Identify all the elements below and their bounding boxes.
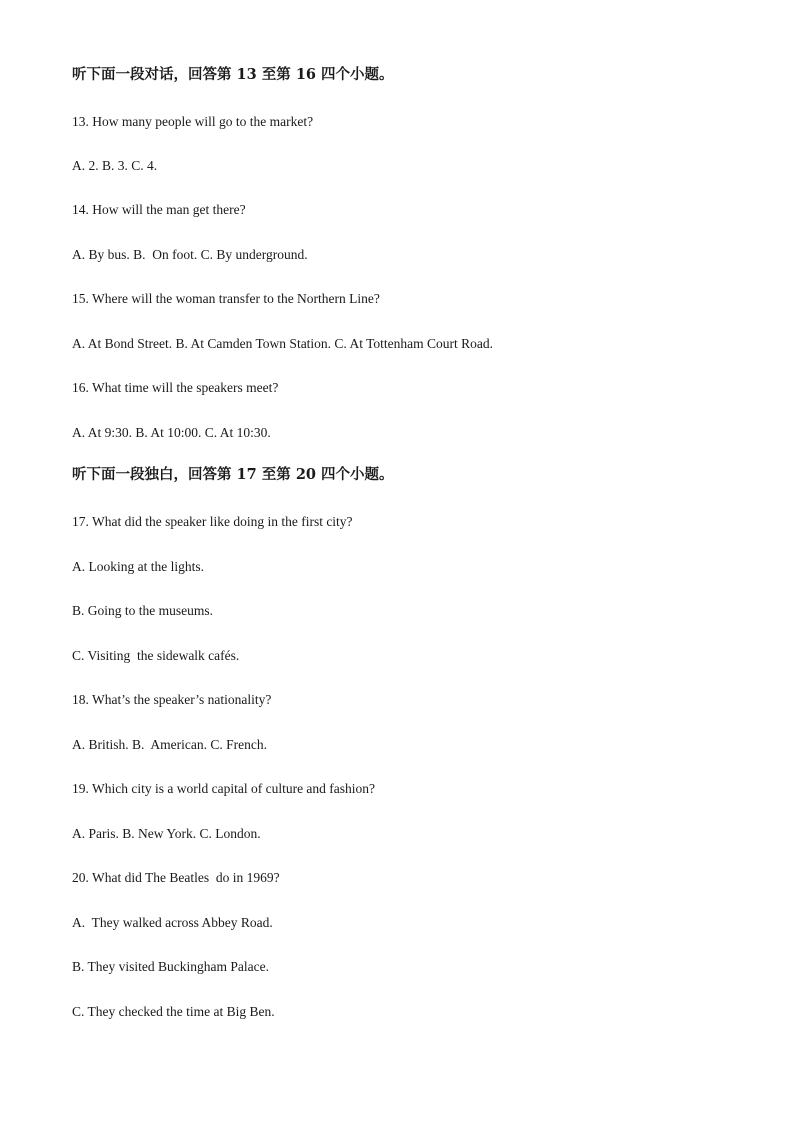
question-18: 18. What’s the speaker’s nationality? (72, 692, 272, 707)
option-17-b: B. Going to the museums. (72, 603, 213, 618)
question-15: 15. Where will the woman transfer to the Northern Line? (72, 291, 380, 306)
question-16: 16. What time will the speakers meet? (72, 380, 279, 395)
options-18: A. British. B. American. C. French. (72, 737, 267, 752)
option-20-a: A. They walked across Abbey Road. (72, 915, 273, 930)
question-14: 14. How will the man get there? (72, 202, 246, 217)
options-14: A. By bus. B. On foot. C. By underground. (72, 247, 308, 262)
question-17: 17. What did the speaker like doing in the first city? (72, 514, 353, 529)
options-13: A. 2. B. 3. C. 4. (72, 158, 158, 173)
option-20-b: B. They visited Buckingham Palace. (72, 959, 269, 974)
option-20-c: C. They checked the time at Big Ben. (72, 1004, 275, 1019)
section-heading-13-16: 听下面一段对话，回答第 13 至第 16 四个小题。 (72, 66, 394, 83)
question-19: 19. Which city is a world capital of culture and fashion? (72, 781, 376, 796)
option-17-a: A. Looking at the lights. (72, 559, 204, 574)
question-13: 13. How many people will go to the market? (72, 114, 314, 129)
options-16: A. At 9:30. B. At 10:00. C. At 10:30. (72, 425, 271, 440)
options-19: A. Paris. B. New York. C. London. (72, 826, 261, 841)
option-17-c: C. Visiting the sidewalk cafés. (72, 648, 240, 663)
question-20: 20. What did The Beatles do in 1969? (72, 870, 280, 885)
section-heading-17-20: 听下面一段独白，回答第 17 至第 20 四个小题。 (72, 466, 394, 483)
options-15: A. At Bond Street. B. At Camden Town Station. C. At Tottenham Court Road. (72, 336, 493, 351)
